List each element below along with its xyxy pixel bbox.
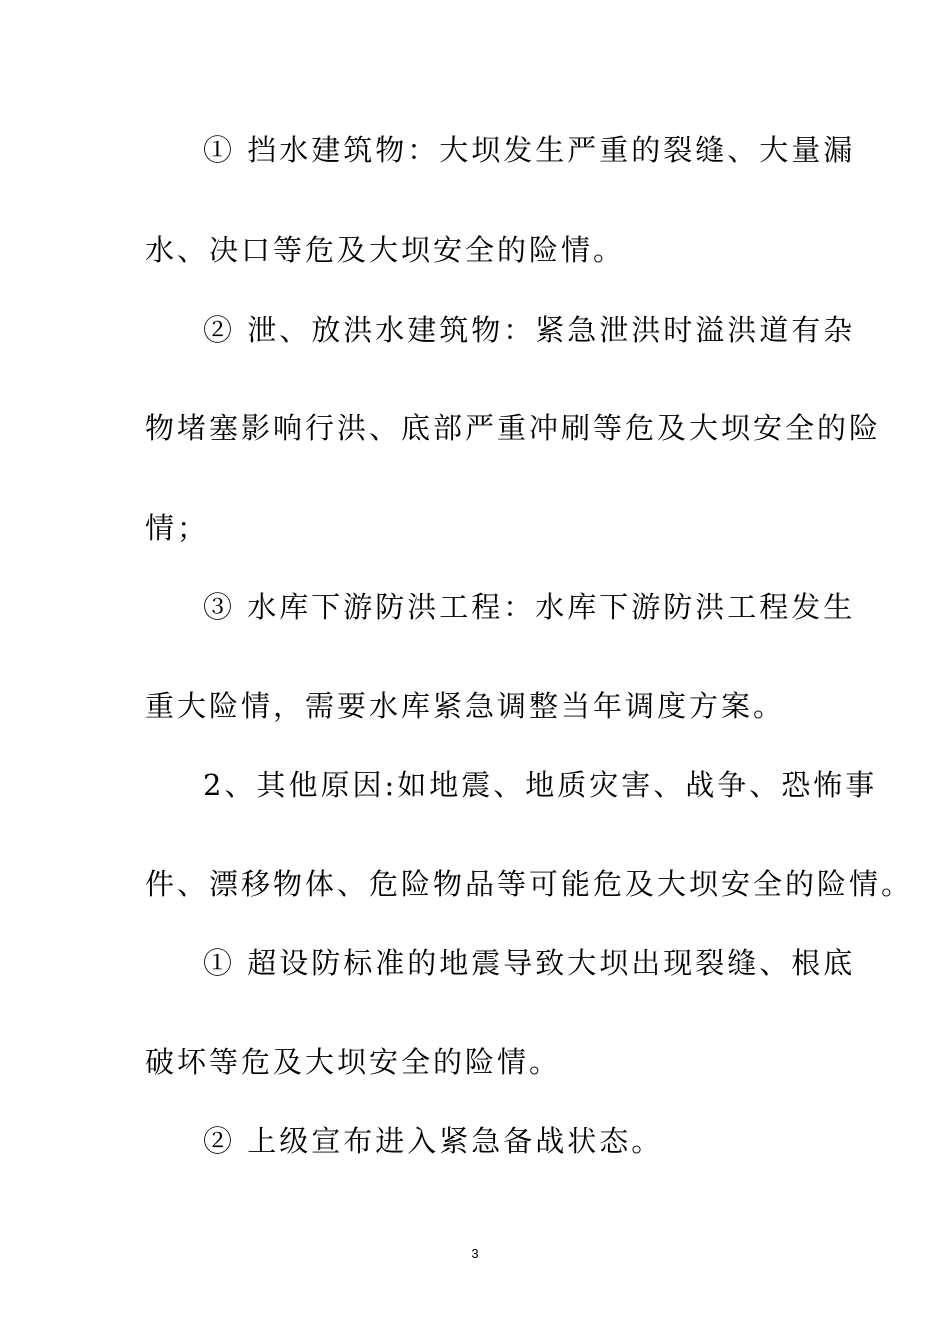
text-line — [0, 310, 950, 350]
text-line-content: ③ 水库下游防洪工程：水库下游防洪工程发生 — [203, 590, 856, 624]
text-line — [0, 408, 950, 448]
text-line-content: ② 上级宣布进入紧急备战状态。 — [203, 1124, 664, 1158]
text-line — [0, 508, 950, 548]
text-line — [0, 864, 950, 904]
text-line — [0, 130, 950, 170]
text-line-content: 水、决口等危及大坝安全的险情。 — [145, 233, 626, 267]
text-line-content: ① 超设防标准的地震导致大坝出现裂缝、根底 — [203, 946, 856, 980]
text-line-content: ② 泄、放洪水建筑物：紧急泄洪时溢洪道有杂 — [203, 313, 856, 347]
text-line — [0, 765, 950, 805]
text-line-content: 件、漂移物体、危险物品等可能危及大坝安全的险情。 — [145, 867, 914, 901]
text-line-content: 2、其他原因:如地震、地质灾害、战争、恐怖事 — [203, 768, 878, 802]
text-line — [0, 1042, 950, 1082]
text-line — [0, 230, 950, 270]
text-line-content: 重大险情，需要水库紧急调整当年调度方案。 — [145, 689, 786, 723]
text-line-content: 破坏等危及大坝安全的险情。 — [145, 1045, 562, 1079]
page-number: 3 — [471, 1246, 479, 1261]
text-line — [0, 587, 950, 627]
text-line-content: 物堵塞影响行洪、底部严重冲刷等危及大坝安全的险 — [145, 411, 882, 445]
text-line-content: ① 挡水建筑物：大坝发生严重的裂缝、大量漏 — [203, 133, 856, 167]
text-line-content: 情； — [145, 511, 210, 545]
text-line — [0, 1121, 950, 1161]
text-line — [0, 943, 950, 983]
text-line — [0, 686, 950, 726]
